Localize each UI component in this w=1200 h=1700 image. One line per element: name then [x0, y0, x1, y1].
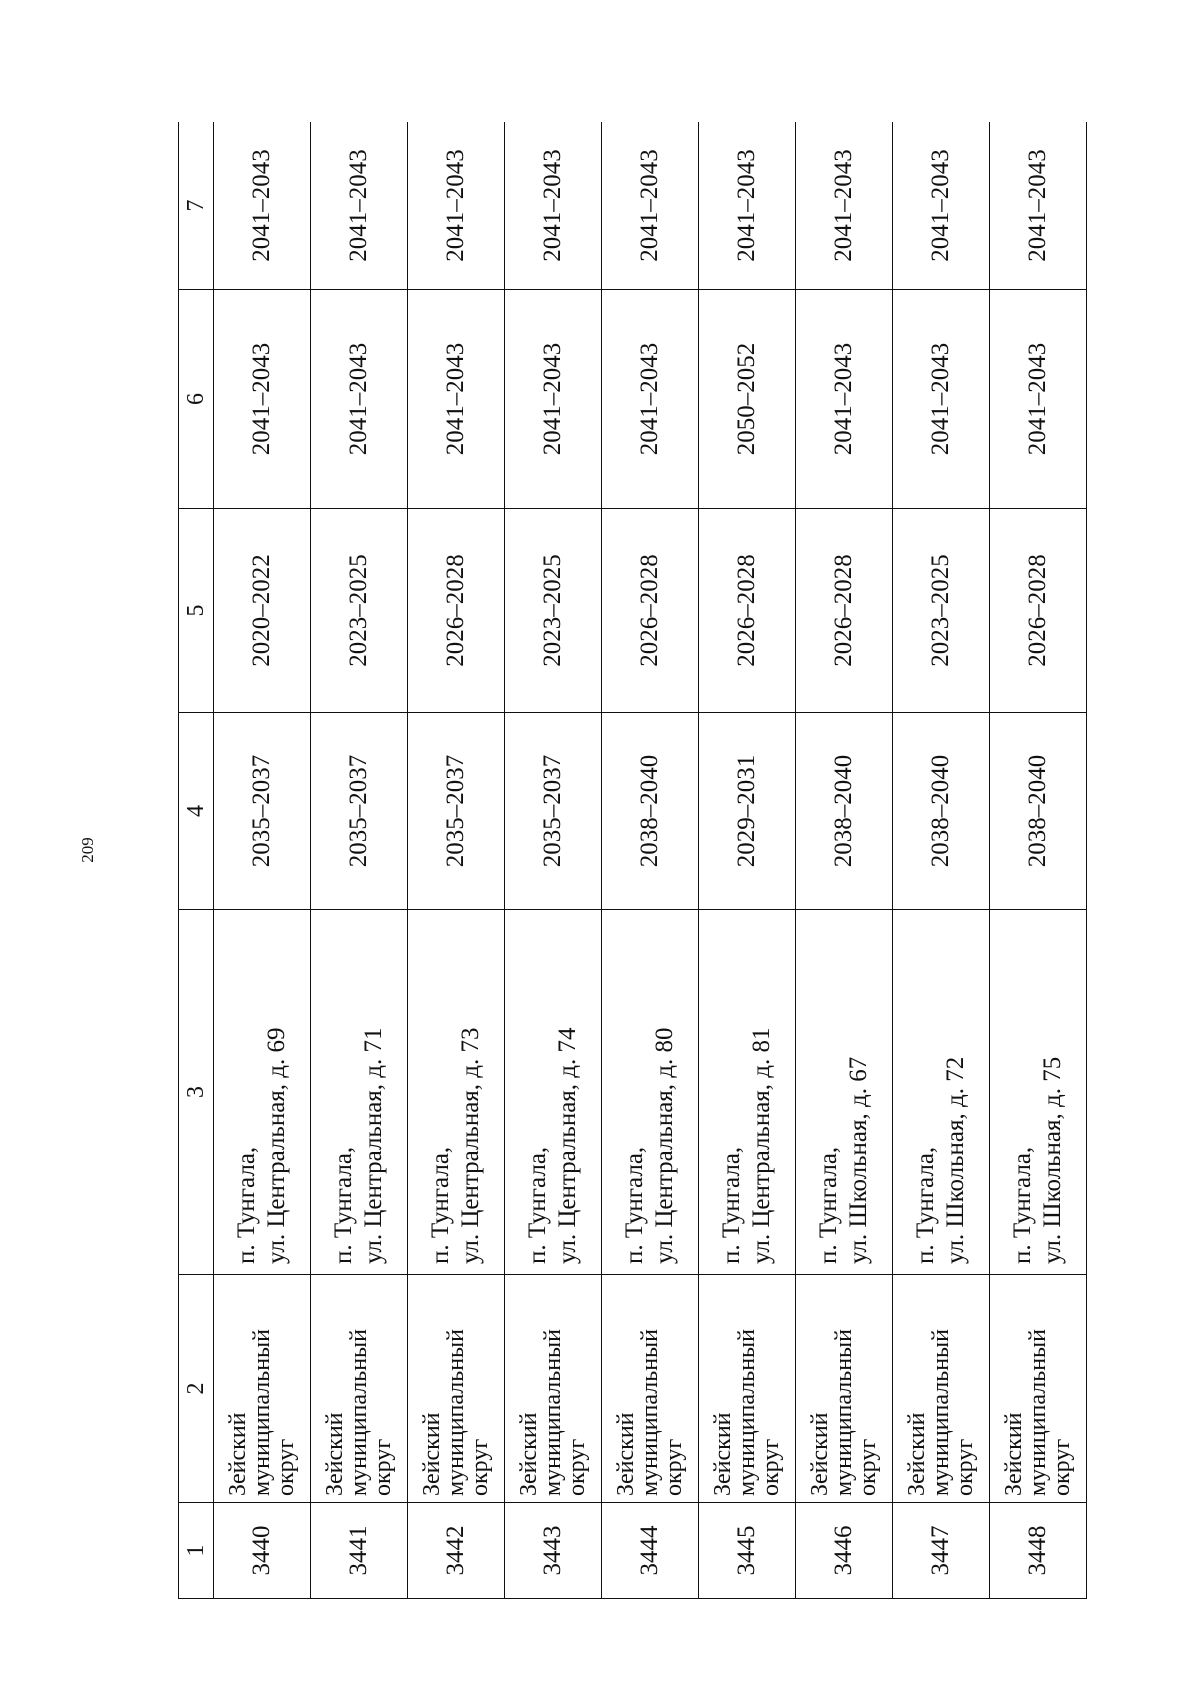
period-cell: 2035–2037	[214, 713, 311, 910]
period-cell: 2026–2028	[408, 509, 505, 713]
address-line: п. Тунгала,	[233, 1146, 260, 1264]
row-number-cell: 3446	[796, 1503, 893, 1599]
data-table	[178, 122, 1087, 1599]
address-cell	[990, 910, 1087, 1275]
column-header: 2	[179, 1275, 214, 1503]
address-line: ул. Центральная, д. 71	[360, 1027, 387, 1264]
row-number-cell: 3447	[893, 1503, 990, 1599]
period-cell: 2029–2031	[699, 713, 796, 910]
period-cell: 2038–2040	[602, 713, 699, 910]
address-line: п. Тунгала,	[718, 1146, 745, 1264]
address-cell	[408, 910, 505, 1275]
period-cell: 2026–2028	[602, 509, 699, 713]
table-row	[796, 122, 893, 1599]
address-cell	[796, 910, 893, 1275]
period-cell: 2041–2043	[311, 290, 408, 509]
row-number-cell: 3441	[311, 1503, 408, 1599]
address-line: п. Тунгала,	[621, 1146, 648, 1264]
address-line: ул. Центральная, д. 80	[651, 1027, 678, 1264]
page-number-text: 209	[78, 837, 97, 863]
address-line: ул. Центральная, д. 69	[263, 1027, 290, 1264]
period-cell: 2023–2025	[505, 509, 602, 713]
district-line: округ	[661, 1438, 687, 1496]
address-cell	[214, 910, 311, 1275]
address-line: ул. Школьная, д. 72	[942, 1056, 969, 1264]
period-cell: 2038–2040	[893, 713, 990, 910]
table-container	[178, 122, 1154, 1599]
address-cell	[699, 910, 796, 1275]
table-row	[699, 122, 796, 1599]
period-cell: 2041–2043	[893, 122, 990, 290]
district-line: Зейский	[1001, 1412, 1027, 1496]
address-line: ул. Центральная, д. 73	[457, 1027, 484, 1264]
district-line: муниципальный	[443, 1328, 469, 1496]
address-cell	[505, 910, 602, 1275]
period-cell: 2041–2043	[796, 290, 893, 509]
column-header: 3	[179, 910, 214, 1275]
address-line: ул. Школьная, д. 67	[845, 1056, 872, 1264]
address-line: п. Тунгала,	[524, 1146, 551, 1264]
period-cell: 2041–2043	[990, 290, 1087, 509]
row-number-cell: 3442	[408, 1503, 505, 1599]
district-cell	[893, 1275, 990, 1503]
column-header: 7	[179, 122, 214, 290]
district-line: муниципальный	[734, 1328, 760, 1496]
district-line: округ	[855, 1438, 881, 1496]
period-cell: 2038–2040	[796, 713, 893, 910]
address-cell	[893, 910, 990, 1275]
period-cell: 2035–2037	[311, 713, 408, 910]
district-line: округ	[1049, 1438, 1075, 1496]
district-line: округ	[564, 1438, 590, 1496]
district-line: округ	[758, 1438, 784, 1496]
address-line: п. Тунгала,	[815, 1146, 842, 1264]
period-cell: 2041–2043	[214, 122, 311, 290]
row-number-cell: 3440	[214, 1503, 311, 1599]
district-line: Зейский	[419, 1412, 445, 1496]
district-line: округ	[952, 1438, 978, 1496]
table-row	[602, 122, 699, 1599]
district-line: Зейский	[322, 1412, 348, 1496]
address-line: п. Тунгала,	[427, 1146, 454, 1264]
district-line: муниципальный	[249, 1328, 275, 1496]
column-header: 1	[179, 1503, 214, 1599]
period-cell: 2041–2043	[602, 122, 699, 290]
table-row	[505, 122, 602, 1599]
period-cell: 2041–2043	[796, 122, 893, 290]
period-cell: 2026–2028	[796, 509, 893, 713]
period-cell: 2038–2040	[990, 713, 1087, 910]
table-header-row	[179, 122, 214, 1599]
table-row	[408, 122, 505, 1599]
period-cell: 2041–2043	[699, 122, 796, 290]
table-row	[311, 122, 408, 1599]
period-cell: 2041–2043	[505, 122, 602, 290]
address-line: п. Тунгала,	[330, 1146, 357, 1264]
district-cell	[214, 1275, 311, 1503]
period-cell: 2041–2043	[602, 290, 699, 509]
district-line: Зейский	[710, 1412, 736, 1496]
table-row	[893, 122, 990, 1599]
period-cell: 2041–2043	[214, 290, 311, 509]
district-cell	[796, 1275, 893, 1503]
table-row	[214, 122, 311, 1599]
period-cell: 2020–2022	[214, 509, 311, 713]
row-number-cell: 3448	[990, 1503, 1087, 1599]
period-cell: 2026–2028	[699, 509, 796, 713]
row-number-cell: 3444	[602, 1503, 699, 1599]
rotated-table-frame	[178, 122, 1154, 1599]
period-cell: 2023–2025	[311, 509, 408, 713]
period-cell: 2026–2028	[990, 509, 1087, 713]
district-line: Зейский	[807, 1412, 833, 1496]
district-cell	[311, 1275, 408, 1503]
column-header: 4	[179, 713, 214, 910]
address-cell	[602, 910, 699, 1275]
address-line: п. Тунгала,	[1009, 1146, 1036, 1264]
period-cell: 2041–2043	[408, 122, 505, 290]
row-number-cell: 3443	[505, 1503, 602, 1599]
district-line: Зейский	[516, 1412, 542, 1496]
column-header: 5	[179, 509, 214, 713]
period-cell: 2050–2052	[699, 290, 796, 509]
district-line: муниципальный	[1025, 1328, 1051, 1496]
period-cell: 2041–2043	[990, 122, 1087, 290]
address-cell	[311, 910, 408, 1275]
column-header: 6	[179, 290, 214, 509]
address-line: ул. Центральная, д. 74	[554, 1027, 581, 1264]
period-cell: 2023–2025	[893, 509, 990, 713]
district-cell	[505, 1275, 602, 1503]
district-cell	[990, 1275, 1087, 1503]
district-line: округ	[273, 1438, 299, 1496]
period-cell: 2041–2043	[505, 290, 602, 509]
district-cell	[699, 1275, 796, 1503]
district-cell	[602, 1275, 699, 1503]
district-line: муниципальный	[346, 1328, 372, 1496]
district-line: муниципальный	[637, 1328, 663, 1496]
address-line: ул. Школьная, д. 75	[1039, 1056, 1066, 1264]
district-line: Зейский	[613, 1412, 639, 1496]
district-line: муниципальный	[540, 1328, 566, 1496]
period-cell: 2041–2043	[408, 290, 505, 509]
district-cell	[408, 1275, 505, 1503]
address-line: ул. Центральная, д. 81	[748, 1027, 775, 1264]
district-line: округ	[467, 1438, 493, 1496]
period-cell: 2041–2043	[893, 290, 990, 509]
period-cell: 2035–2037	[408, 713, 505, 910]
address-line: п. Тунгала,	[912, 1146, 939, 1264]
row-number-cell: 3445	[699, 1503, 796, 1599]
district-line: Зейский	[904, 1412, 930, 1496]
table-body	[214, 122, 1087, 1599]
district-line: Зейский	[225, 1412, 251, 1496]
table-row	[990, 122, 1087, 1599]
district-line: муниципальный	[831, 1328, 857, 1496]
district-line: муниципальный	[928, 1328, 954, 1496]
period-cell: 2041–2043	[311, 122, 408, 290]
period-cell: 2035–2037	[505, 713, 602, 910]
district-line: округ	[370, 1438, 396, 1496]
